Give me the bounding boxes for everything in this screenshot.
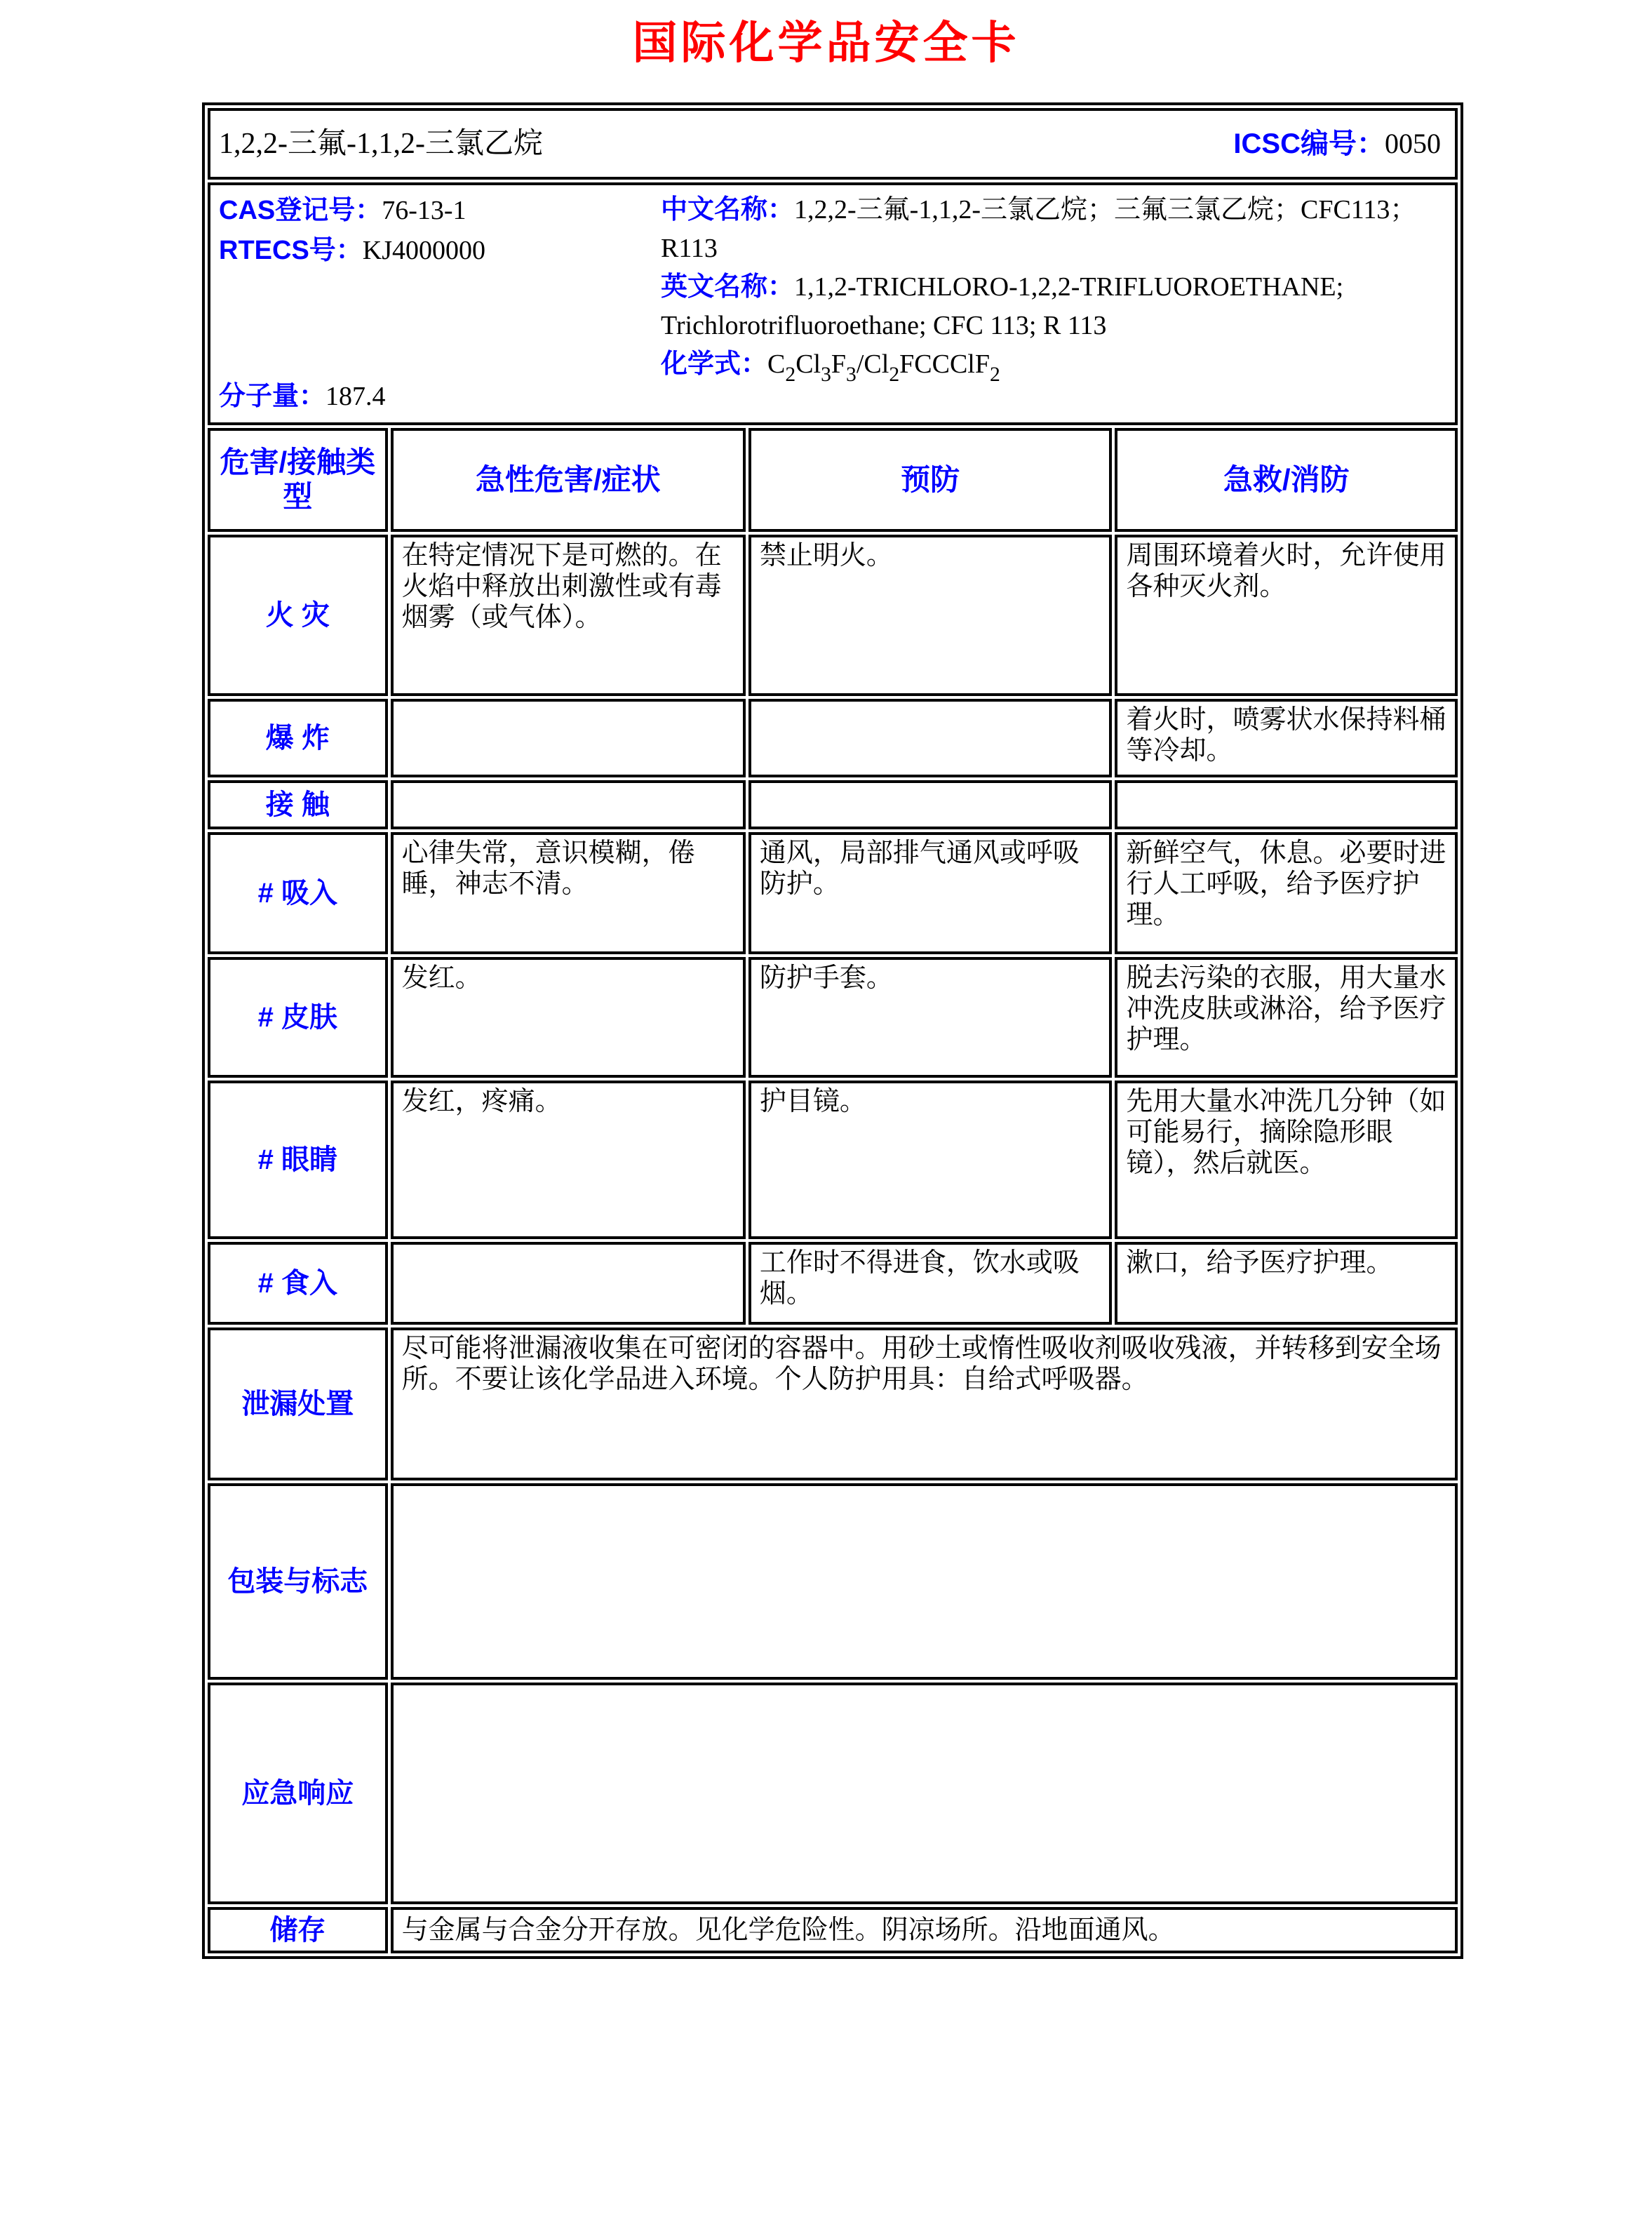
- identifiers-cell: [208, 182, 1458, 425]
- contact-row: [208, 780, 1458, 829]
- formula-label: 化学式：: [661, 349, 768, 380]
- fire-prevention-cell: 禁止明火。: [748, 535, 1113, 696]
- contact-symptoms-cell: [391, 780, 746, 829]
- cas-line: [219, 191, 661, 231]
- ingestion-row: [208, 1242, 1458, 1325]
- packaging-row: [208, 1483, 1458, 1680]
- eyes-row: [208, 1081, 1458, 1239]
- molecular-weight-line: [219, 377, 661, 417]
- ingestion-prevention-cell: 工作时不得进食，饮水或吸烟。: [748, 1242, 1113, 1325]
- emergency-response-row: [208, 1683, 1458, 1904]
- storage-text-cell: 与金属与合金分开存放。见化学危险性。阴凉场所。沿地面通风。: [391, 1907, 1458, 1953]
- packaging-text-cell: [391, 1483, 1458, 1680]
- inhalation-prevention-cell: 通风，局部排气通风或呼吸防护。: [748, 832, 1113, 954]
- header-symptoms: 急性危害/症状: [391, 428, 746, 532]
- header-hazard-type: 危害/接触类型: [208, 428, 388, 532]
- inhalation-first-aid-cell: 新鲜空气，休息。必要时进行人工呼吸，给予医疗护理。: [1115, 832, 1458, 954]
- chemical-safety-card-table: [202, 102, 1463, 1959]
- cas-number: 76-13-1: [382, 196, 466, 225]
- skin-prevention-cell: 防护手套。: [748, 957, 1113, 1078]
- chemical-formula: $C_2Cl_3F_3/Cl_2FCCClF_2$: [767, 349, 1000, 387]
- icsc-number-group: [1233, 128, 1446, 160]
- name-row: [208, 108, 1458, 180]
- explosion-prevention-cell: [748, 699, 1113, 777]
- spill-disposal-text-cell: 尽可能将泄漏液收集在可密闭的容器中。用砂土或惰性吸收剂吸收残液，并转移到安全场所。不要让该化学品进入环境。个人防护用具：自给式呼吸器。: [391, 1327, 1458, 1480]
- cas-label: CAS登记号：: [219, 196, 382, 225]
- name-cell: [208, 108, 1458, 180]
- registry-numbers-block: [219, 191, 661, 417]
- inhalation-row: [208, 832, 1458, 954]
- page-title: 国际化学品安全卡: [632, 17, 1020, 69]
- chemical-names-block: [661, 191, 1446, 417]
- storage-row: [208, 1907, 1458, 1953]
- english-name-label: 英文名称：: [661, 272, 795, 302]
- fire-label: 火 灾: [208, 535, 388, 696]
- skin-row: [208, 957, 1458, 1078]
- explosion-first-aid-cell: 着火时，喷雾状水保持料桶等冷却。: [1115, 699, 1458, 777]
- english-name-value: 1,1,2-TRICHLORO-1,2,2-TRIFLUOROETHANE; Trichlorotrifluoroethane; CFC 113; R 113: [661, 272, 1344, 341]
- chinese-name-value: 1,2,2-三氟-1,1,2-三氯乙烷；三氟三氯乙烷；CFC113；R113: [661, 195, 1417, 264]
- eyes-symptoms-cell: 发红，疼痛。: [391, 1081, 746, 1239]
- header-first-aid: 急救/消防: [1115, 428, 1458, 532]
- inhalation-label: # 吸入: [208, 832, 388, 954]
- chemical-name: 1,2,2-三氟-1,1,2-三氯乙烷: [219, 127, 543, 160]
- rtecs-line: [219, 231, 661, 271]
- explosion-row: [208, 699, 1458, 777]
- skin-first-aid-cell: 脱去污染的衣服，用大量水冲洗皮肤或淋浴，给予医疗护理。: [1115, 957, 1458, 1078]
- spill-disposal-row: [208, 1327, 1458, 1480]
- fire-first-aid-cell: 周围环境着火时，允许使用各种灭火剂。: [1115, 535, 1458, 696]
- packaging-label: 包装与标志: [208, 1483, 388, 1680]
- molecular-weight-label: 分子量：: [219, 382, 326, 411]
- fire-row: [208, 535, 1458, 696]
- storage-label: 储存: [208, 1907, 388, 1953]
- eyes-prevention-cell: 护目镜。: [748, 1081, 1113, 1239]
- fire-symptoms-cell: 在特定情况下是可燃的。在火焰中释放出刺激性或有毒烟雾（或气体）。: [391, 535, 746, 696]
- eyes-first-aid-cell: 先用大量水冲洗几分钟（如可能易行，摘除隐形眼镜），然后就医。: [1115, 1081, 1458, 1239]
- explosion-symptoms-cell: [391, 699, 746, 777]
- contact-label: 接 触: [208, 780, 388, 829]
- chinese-name-line: [661, 191, 1446, 268]
- contact-first-aid-cell: [1115, 780, 1458, 829]
- ingestion-symptoms-cell: [391, 1242, 746, 1325]
- emergency-response-label: 应急响应: [208, 1683, 388, 1904]
- emergency-response-text-cell: [391, 1683, 1458, 1904]
- explosion-label: 爆 炸: [208, 699, 388, 777]
- chinese-name-label: 中文名称：: [661, 195, 795, 225]
- identifiers-row: [208, 182, 1458, 425]
- english-name-line: [661, 268, 1446, 345]
- skin-label: # 皮肤: [208, 957, 388, 1078]
- eyes-label: # 眼睛: [208, 1081, 388, 1239]
- icsc-number: 0050: [1385, 127, 1441, 159]
- rtecs-number: KJ4000000: [362, 236, 486, 265]
- hazard-table-header-row: [208, 428, 1458, 532]
- inhalation-symptoms-cell: 心律失常，意识模糊，倦睡，神志不清。: [391, 832, 746, 954]
- header-prevention: 预防: [748, 428, 1113, 532]
- contact-prevention-cell: [748, 780, 1113, 829]
- spill-disposal-label: 泄漏处置: [208, 1327, 388, 1480]
- formula-line: [661, 345, 1446, 390]
- icsc-label: ICSC编号：: [1233, 128, 1385, 159]
- ingestion-label: # 食入: [208, 1242, 388, 1325]
- ingestion-first-aid-cell: 漱口，给予医疗护理。: [1115, 1242, 1458, 1325]
- skin-symptoms-cell: 发红。: [391, 957, 746, 1078]
- molecular-weight-value: 187.4: [325, 382, 386, 411]
- rtecs-label: RTECS号：: [219, 236, 363, 265]
